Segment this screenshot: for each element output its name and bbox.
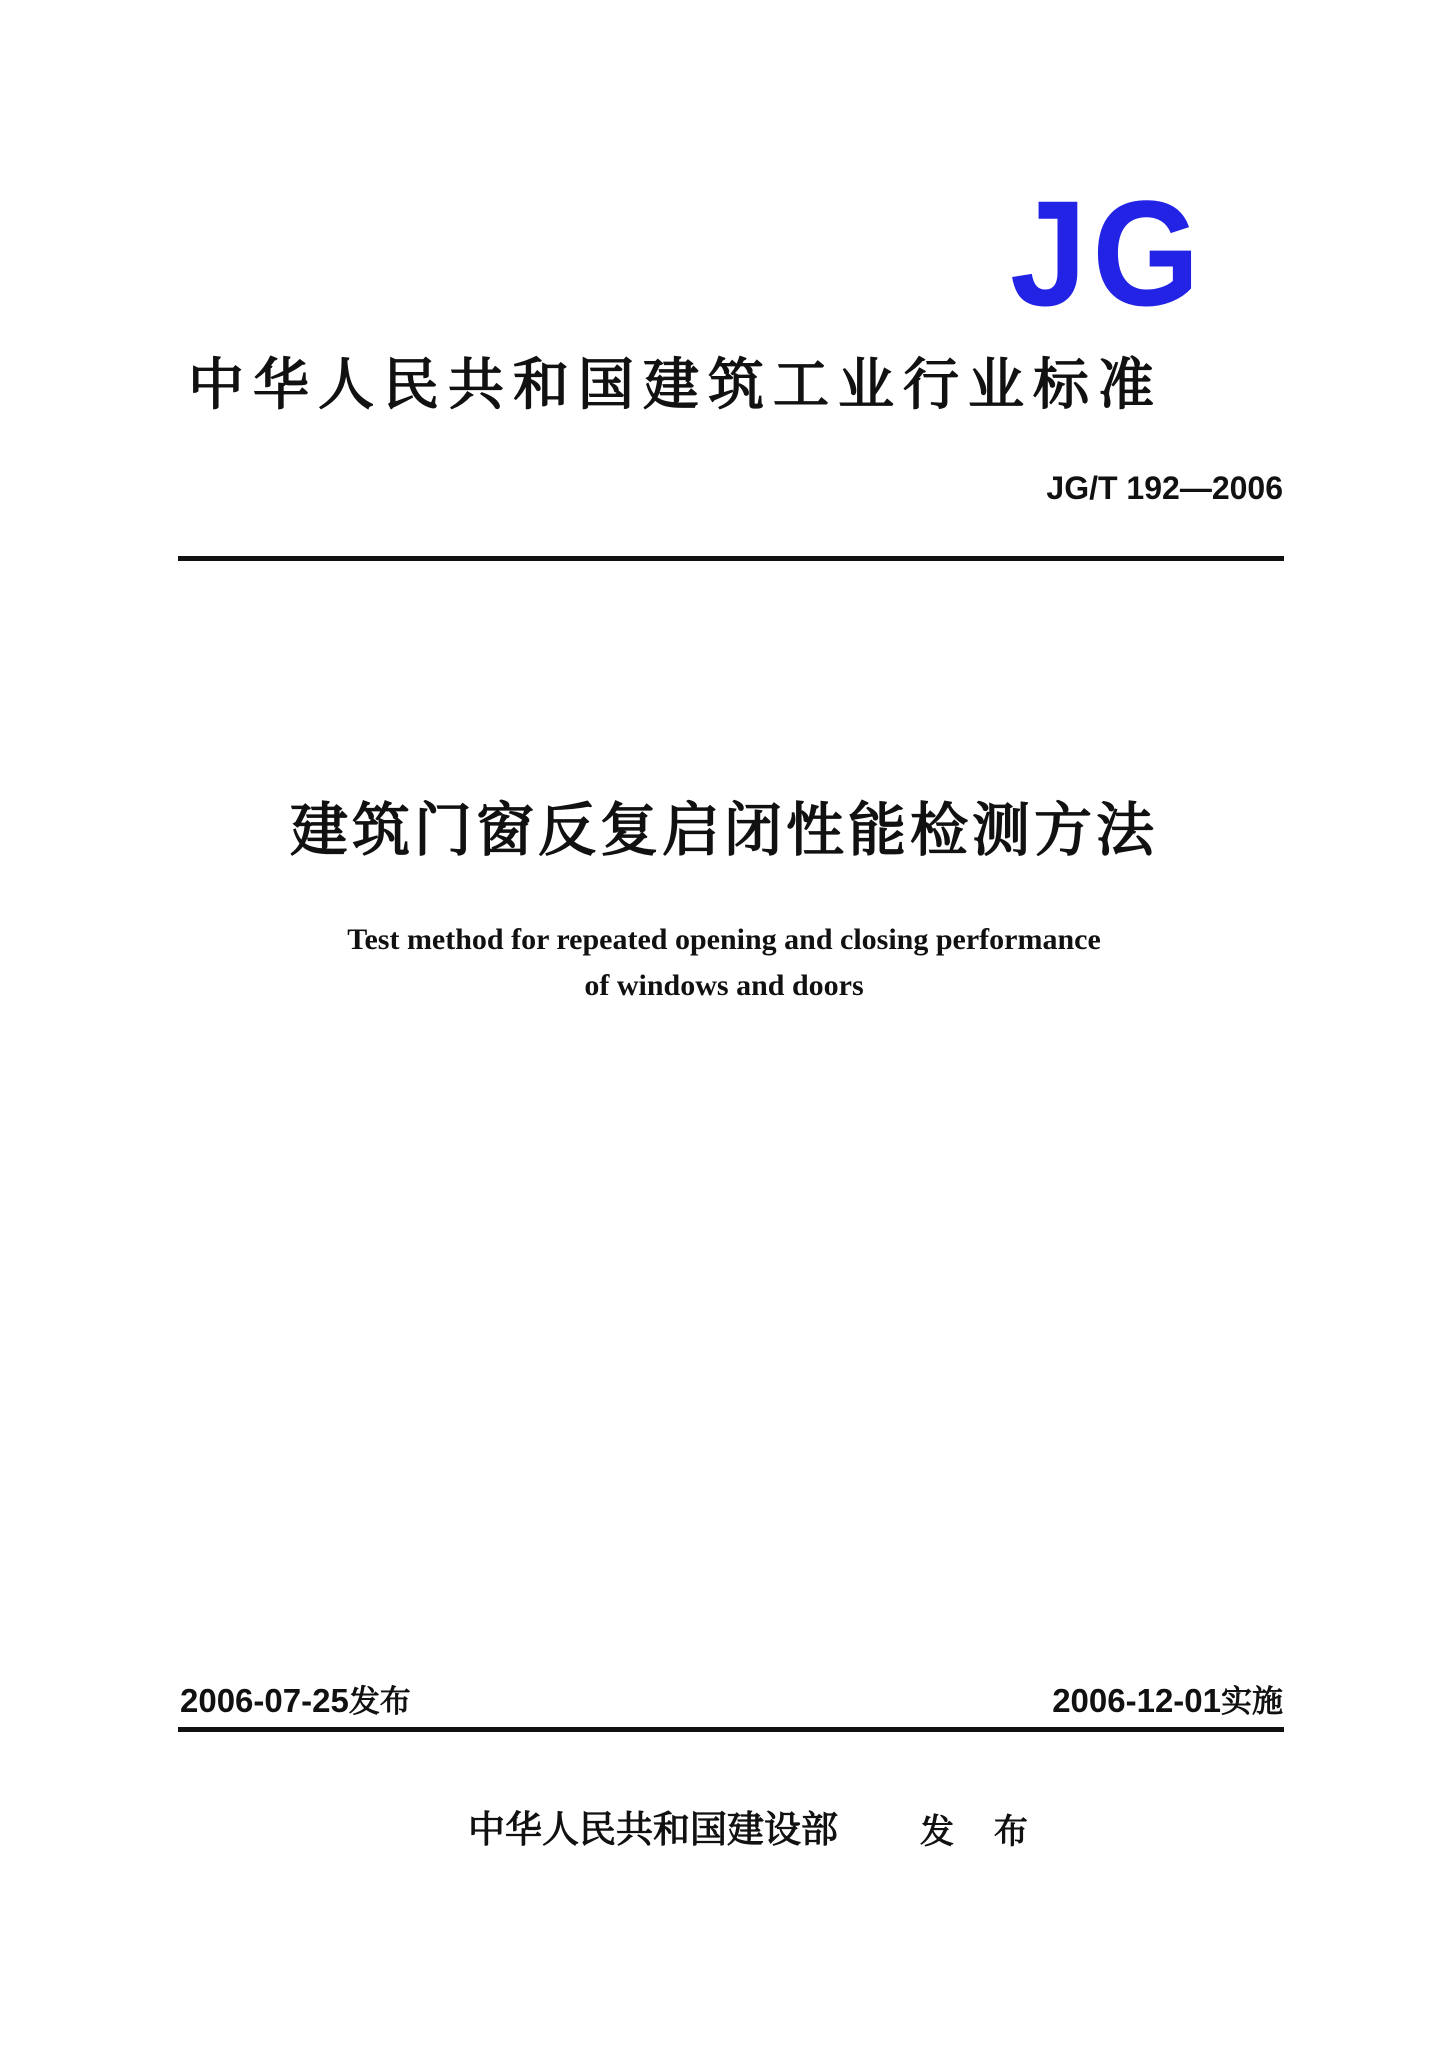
document-title-en-line2: of windows and doors	[584, 969, 864, 1002]
standard-category: 中华人民共和国建筑工业行业标准	[188, 353, 1163, 418]
document-title-cn: 建筑门窗反复启闭性能检测方法	[289, 796, 1158, 864]
implementation-date-block	[1052, 1680, 1283, 1723]
top-divider	[178, 556, 1284, 561]
implementation-date: 2006-12-01	[1052, 1682, 1221, 1719]
jg-logo: JG	[1010, 169, 1206, 337]
document-title-en-line1: Test method for repeated opening and closing performance	[347, 923, 1101, 956]
implementation-label: 实施	[1221, 1684, 1283, 1720]
standard-number: JG/T 192—2006	[1046, 470, 1283, 506]
issue-date-block	[180, 1680, 411, 1723]
issue-label: 发布	[348, 1684, 411, 1720]
issue-date: 2006-07-25	[180, 1682, 349, 1719]
publisher-name: 中华人民共和国建设部	[468, 1808, 838, 1851]
bottom-divider	[178, 1727, 1284, 1732]
publisher-action: 发 布	[920, 1812, 1042, 1852]
